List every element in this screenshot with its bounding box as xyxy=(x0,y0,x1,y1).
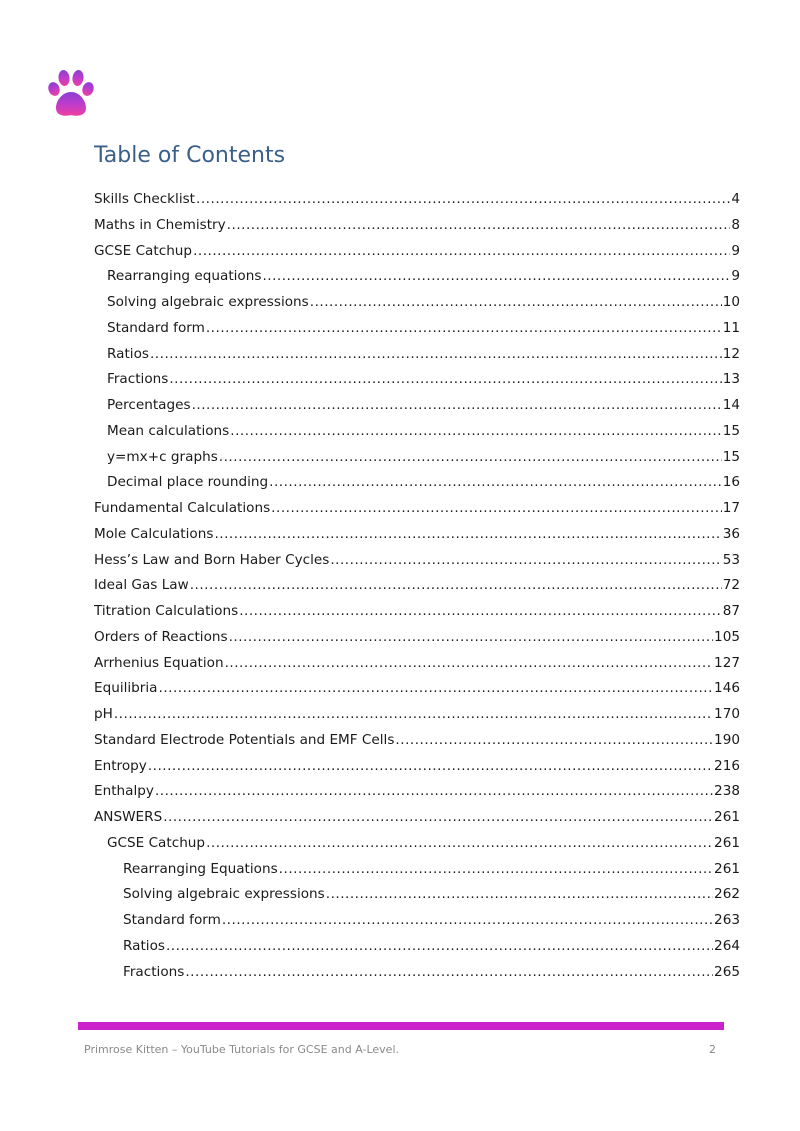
toc-dot-leader xyxy=(219,449,722,465)
toc-entry-label: Hess’s Law and Born Haber Cycles xyxy=(94,551,330,568)
toc-dot-leader xyxy=(262,268,730,284)
toc-entry[interactable] xyxy=(94,423,740,449)
toc-entry[interactable] xyxy=(94,603,740,629)
toc-entry-page: 265 xyxy=(714,963,740,980)
toc-dot-leader xyxy=(185,964,713,980)
toc-entry[interactable] xyxy=(94,552,740,578)
toc-dot-leader xyxy=(279,861,713,877)
toc-entry-page: 105 xyxy=(714,628,740,645)
toc-entry-label: pH xyxy=(94,706,113,722)
toc-entry[interactable] xyxy=(94,268,740,294)
toc-entry-label: Percentages xyxy=(107,397,191,413)
toc-dot-leader xyxy=(227,217,731,233)
toc-entry-page: 263 xyxy=(714,912,740,928)
toc-dot-leader xyxy=(114,706,713,722)
toc-dot-leader xyxy=(206,320,722,336)
toc-entry-label: ANSWERS xyxy=(94,809,163,825)
footer-divider xyxy=(78,1022,724,1030)
toc-entry-page: 11 xyxy=(722,319,740,336)
toc-entry[interactable] xyxy=(94,809,740,835)
toc-dot-leader xyxy=(196,191,730,207)
toc-entry-label: Solving algebraic expressions xyxy=(123,886,325,903)
toc-entry-page: 15 xyxy=(722,448,740,465)
toc-entry-page: 264 xyxy=(714,937,740,954)
toc-entry-label: Rearranging equations xyxy=(107,268,262,285)
toc-entry-label: Titration Calculations xyxy=(94,603,239,619)
toc-dot-leader xyxy=(192,397,722,413)
toc-entry-label: Fractions xyxy=(107,371,169,388)
toc-entry-label: Mole Calculations xyxy=(94,525,214,542)
toc-dot-leader xyxy=(395,732,713,748)
toc-entry-label: Enthalpy xyxy=(94,783,154,800)
toc-entry-page: 13 xyxy=(722,371,740,388)
toc-entry-page: 261 xyxy=(714,834,740,851)
toc-entry[interactable] xyxy=(94,526,740,552)
toc-entry-label: Fractions xyxy=(123,963,185,980)
toc-entry-page: 190 xyxy=(714,731,740,748)
toc-entry[interactable] xyxy=(94,655,740,681)
toc-entry[interactable] xyxy=(94,758,740,784)
toc-entry-page: 36 xyxy=(722,525,740,542)
toc-dot-leader xyxy=(159,680,714,696)
toc-dot-leader xyxy=(150,346,722,362)
toc-dot-leader xyxy=(225,655,713,671)
toc-entry-page: 238 xyxy=(714,783,740,800)
toc-entry-page: 9 xyxy=(731,268,740,285)
toc-entry-label: Ideal Gas Law xyxy=(94,577,189,594)
toc-dot-leader xyxy=(271,500,722,516)
toc-entry-label: GCSE Catchup xyxy=(94,242,193,259)
toc-dot-leader xyxy=(229,629,713,645)
toc-dot-leader xyxy=(166,938,713,954)
toc-entry[interactable] xyxy=(94,680,740,706)
toc-entry[interactable] xyxy=(94,835,740,861)
toc-entry[interactable] xyxy=(94,397,740,423)
toc-entry-page: 4 xyxy=(731,191,740,207)
toc-entry-page: 170 xyxy=(714,706,740,722)
toc-dot-leader xyxy=(206,835,713,851)
toc-entry[interactable] xyxy=(94,346,740,372)
toc-dot-leader xyxy=(330,552,721,568)
toc-entry-label: Ratios xyxy=(123,937,165,954)
toc-entry-page: 16 xyxy=(722,474,740,491)
toc-dot-leader xyxy=(155,783,713,799)
toc-dot-leader xyxy=(169,371,721,387)
toc-entry-page: 15 xyxy=(722,422,740,439)
toc-entry-label: Fundamental Calculations xyxy=(94,500,271,516)
toc-entry-label: Standard form xyxy=(123,912,221,928)
toc-entry-label: Mean calculations xyxy=(107,422,230,439)
toc-dot-leader xyxy=(163,809,713,825)
toc-dot-leader xyxy=(239,603,721,619)
toc-entry-label: Standard Electrode Potentials and EMF Cells xyxy=(94,731,395,748)
toc-dot-leader xyxy=(214,526,721,542)
toc-entry-label: Rearranging Equations xyxy=(123,860,278,877)
toc-entry-page: 8 xyxy=(731,216,740,233)
toc-dot-leader xyxy=(326,886,713,902)
toc-entry-label: GCSE Catchup xyxy=(107,834,206,851)
toc-entry-page: 87 xyxy=(722,603,740,619)
toc-dot-leader xyxy=(222,912,713,928)
toc-dot-leader xyxy=(148,758,713,774)
toc-dot-leader xyxy=(310,294,722,310)
toc-entry[interactable] xyxy=(94,474,740,500)
toc-entry[interactable] xyxy=(94,861,740,887)
toc-entry-label: Standard form xyxy=(107,319,205,336)
toc-entry[interactable] xyxy=(94,783,740,809)
toc-dot-leader xyxy=(230,423,721,439)
toc-entry[interactable] xyxy=(94,243,740,269)
toc-entry-page: 261 xyxy=(714,860,740,877)
toc-entry[interactable] xyxy=(94,886,740,912)
table-of-contents xyxy=(94,191,740,989)
paw-print-icon xyxy=(46,68,96,120)
toc-entry-label: Skills Checklist xyxy=(94,191,196,207)
toc-entry[interactable] xyxy=(94,320,740,346)
toc-entry[interactable] xyxy=(94,217,740,243)
toc-entry-page: 146 xyxy=(714,680,740,697)
toc-dot-leader xyxy=(190,577,722,593)
toc-entry-label: Decimal place rounding xyxy=(107,474,269,491)
toc-entry[interactable] xyxy=(94,577,740,603)
page-title: Table of Contents xyxy=(94,143,286,168)
toc-entry[interactable] xyxy=(94,500,740,526)
toc-entry-page: 127 xyxy=(714,654,740,671)
toc-entry-label: Solving algebraic expressions xyxy=(107,294,309,310)
toc-entry[interactable] xyxy=(94,294,740,320)
toc-dot-leader xyxy=(193,243,730,259)
toc-entry-page: 72 xyxy=(722,577,740,594)
toc-dot-leader xyxy=(269,474,722,490)
toc-entry-label: Arrhenius Equation xyxy=(94,654,224,671)
toc-entry-label: Maths in Chemistry xyxy=(94,216,226,233)
footer-page-number: 2 xyxy=(709,1043,716,1056)
toc-entry-label: Orders of Reactions xyxy=(94,628,228,645)
toc-entry-label: Entropy xyxy=(94,757,147,774)
toc-entry[interactable] xyxy=(94,938,740,964)
toc-entry[interactable] xyxy=(94,371,740,397)
toc-entry-page: 261 xyxy=(714,809,740,825)
toc-entry-page: 262 xyxy=(714,886,740,903)
toc-entry[interactable] xyxy=(94,706,740,732)
toc-entry[interactable] xyxy=(94,449,740,475)
footer-text: Primrose Kitten – YouTube Tutorials for GCSE and A-Level. xyxy=(84,1043,399,1056)
toc-entry-label: y=mx+c graphs xyxy=(107,448,218,465)
toc-entry[interactable] xyxy=(94,732,740,758)
toc-entry[interactable] xyxy=(94,191,740,217)
toc-entry[interactable] xyxy=(94,912,740,938)
toc-entry-page: 14 xyxy=(722,397,740,413)
toc-entry-page: 9 xyxy=(731,242,740,259)
toc-entry[interactable] xyxy=(94,964,740,990)
toc-entry-page: 53 xyxy=(722,551,740,568)
toc-entry-page: 216 xyxy=(714,757,740,774)
toc-entry-label: Ratios xyxy=(107,345,149,362)
toc-entry-label: Equilibria xyxy=(94,680,158,697)
toc-entry-page: 12 xyxy=(722,345,740,362)
toc-entry-page: 10 xyxy=(722,294,740,310)
toc-entry[interactable] xyxy=(94,629,740,655)
toc-entry-page: 17 xyxy=(722,500,740,516)
